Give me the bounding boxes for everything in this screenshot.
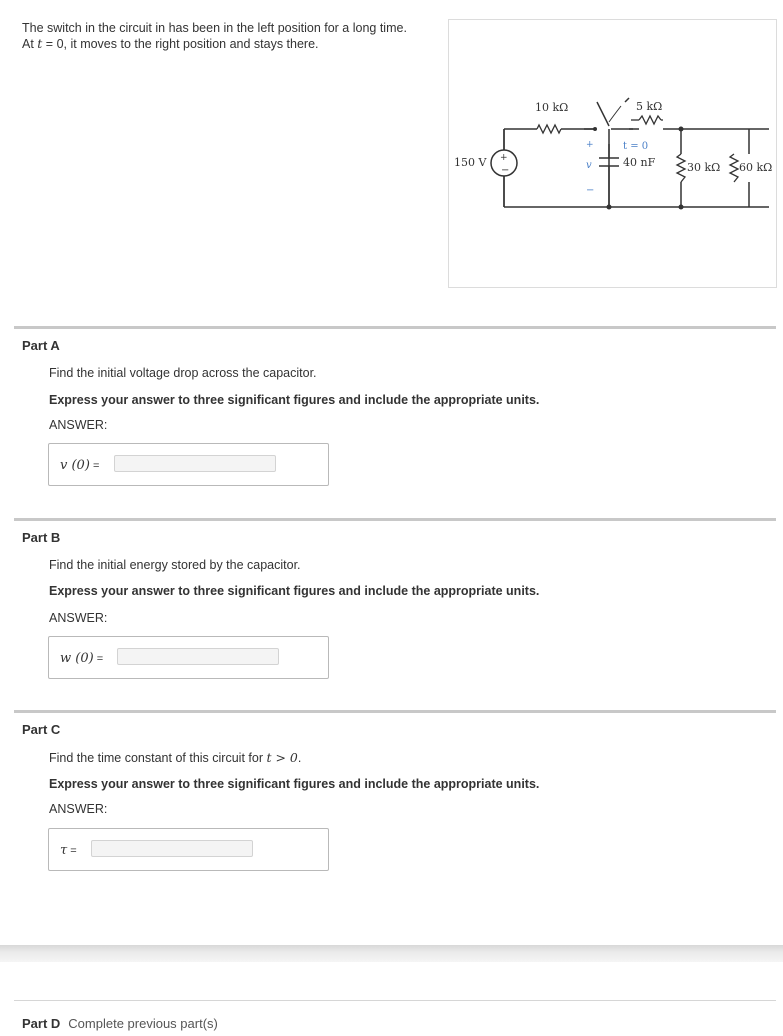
- cap-label: 40 nF: [623, 156, 656, 169]
- r4-label: 60 kΩ: [739, 161, 773, 174]
- part-a-question: Find the initial voltage drop across the capacitor.: [49, 366, 317, 380]
- section-separator: [0, 945, 783, 962]
- resistor-30k: [677, 154, 685, 182]
- cap-plus: +: [586, 140, 594, 150]
- part-b-answer-box: [48, 636, 329, 679]
- part-c-input[interactable]: [91, 840, 253, 857]
- part-b-title: Part B: [22, 530, 61, 545]
- part-a-answer-label: ANSWER:: [49, 418, 108, 432]
- source-label: 150 V: [454, 156, 487, 169]
- source-plus: +: [500, 153, 508, 163]
- divider: [14, 710, 776, 713]
- circuit-figure: [448, 19, 777, 288]
- part-c-question: Find the time constant of this circuit for t > 0.: [49, 750, 302, 765]
- part-d-status: Complete previous part(s): [68, 1016, 218, 1031]
- part-b-question: Find the initial energy stored by the capacitor.: [49, 558, 301, 572]
- part-a-title: Part A: [22, 338, 60, 353]
- part-d-title: Part D: [22, 1016, 61, 1031]
- divider: [14, 1000, 776, 1001]
- r1-label: 10 kΩ: [535, 101, 569, 114]
- part-c-answer-label: ANSWER:: [49, 802, 108, 816]
- part-c-title: Part C: [22, 722, 61, 737]
- part-a-input[interactable]: [114, 455, 276, 472]
- cap-v-label: v: [586, 160, 592, 171]
- problem-statement: [22, 20, 442, 52]
- circuit-diagram: [449, 20, 776, 287]
- part-a-answer-box: [48, 443, 329, 486]
- part-b-answer-label: ANSWER:: [49, 611, 108, 625]
- divider: [14, 518, 776, 521]
- problem-line-2: At t = 0, it moves to the right position and stays there.: [22, 36, 319, 51]
- r2-label: 5 kΩ: [636, 100, 663, 113]
- divider: [14, 326, 776, 329]
- r3-label: 30 kΩ: [687, 161, 721, 174]
- source-minus: −: [501, 165, 510, 176]
- part-b-var: w (0) =: [60, 651, 104, 666]
- part-b-input[interactable]: [117, 648, 279, 665]
- part-c-answer-box: [48, 828, 329, 871]
- part-c-instruction: Express your answer to three significant figures and include the appropriate units.: [49, 777, 540, 791]
- switch-arrow: [609, 106, 621, 122]
- switch-arm: [597, 102, 609, 126]
- part-a-instruction: Express your answer to three significant figures and include the appropriate units.: [49, 393, 540, 407]
- switch-label: t = 0: [623, 141, 649, 152]
- cap-minus: −: [586, 185, 595, 196]
- problem-line-1: The switch in the circuit in has been in the left position for a long time.: [22, 21, 407, 35]
- part-c-var: τ =: [60, 843, 77, 858]
- resistor-60k: [730, 154, 738, 182]
- resistor-5k: [639, 116, 661, 124]
- part-b-instruction: Express your answer to three significant figures and include the appropriate units.: [49, 584, 540, 598]
- resistor-10k: [537, 125, 561, 133]
- part-a-var: v (0) =: [60, 458, 100, 473]
- part-d-header[interactable]: [22, 1016, 218, 1031]
